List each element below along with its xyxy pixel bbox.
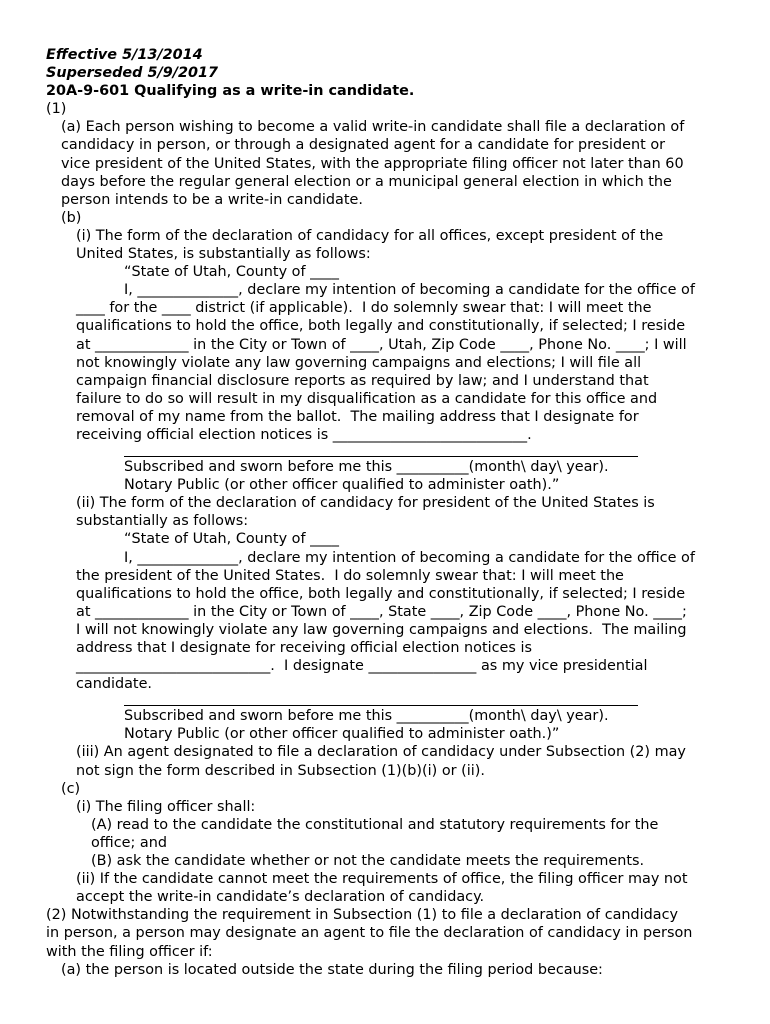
- text-line: (i) The filing officer shall:: [76, 798, 256, 815]
- form-text-line: ____ for the ____ district (if applicable). I do solemnly swear that: I will meet the: [76, 300, 652, 317]
- form-text-line: qualifications to hold the office, both legally and constitutionally, if selected; I reside: [76, 318, 686, 335]
- form-text-line: “State of Utah, County of ____: [124, 531, 339, 548]
- form-text-line: “State of Utah, County of ____: [124, 264, 339, 281]
- section-title: 20A-9-601 Qualifying as a write-in candidate.: [46, 83, 415, 100]
- text-line: (B) ask the candidate whether or not the candidate meets the requirements.: [91, 853, 645, 870]
- signature-line: [124, 444, 638, 457]
- text-line: with the filing officer if:: [46, 943, 213, 960]
- form-text-line: Notary Public (or other officer qualified to administer oath).”: [124, 477, 560, 494]
- text-line: (a) Each person wishing to become a valid write-in candidate shall file a declaration of: [61, 119, 685, 136]
- form-text-line: campaign financial disclosure reports as required by law; and I understand that: [76, 372, 649, 389]
- form-text-line: Subscribed and sworn before me this __________(month\ day\ year).: [124, 708, 609, 725]
- text-line: days before the regular general election or a municipal general election in which the: [61, 173, 672, 190]
- form-text-line: I will not knowingly violate any law governing campaigns and elections. The mailing: [76, 621, 687, 638]
- superseded-date: Superseded 5/9/2017: [46, 65, 219, 82]
- text-line: (ii) If the candidate cannot meet the requirements of office, the filing officer may not: [76, 871, 688, 888]
- subsection-1c-label: (c): [61, 780, 81, 797]
- form-text-line: Notary Public (or other officer qualified to administer oath.)”: [124, 726, 560, 743]
- text-line: (A) read to the candidate the constitutional and statutory requirements for the: [91, 816, 659, 833]
- form-text-line: failure to do so will result in my disqualification as a candidate for this office and: [76, 390, 658, 407]
- form-text-line: ___________________________. I designate _______________ as my vice presidential: [76, 658, 648, 675]
- form-text-line: receiving official election notices is ___________________________.: [76, 426, 532, 443]
- subsection-1-label: (1): [46, 101, 67, 118]
- text-line: (i) The form of the declaration of candidacy for all offices, except president of the: [76, 227, 664, 244]
- text-line: person intends to be a write-in candidate.: [61, 191, 363, 208]
- text-line: (a) the person is located outside the state during the filing period because:: [61, 961, 603, 978]
- text-line: United States, is substantially as follows:: [76, 246, 371, 263]
- text-line: accept the write-in candidate’s declaration of candidacy.: [76, 889, 485, 906]
- text-line: office; and: [91, 834, 167, 851]
- form-text-line: the president of the United States. I do solemnly swear that: I will meet the: [76, 567, 624, 584]
- form-text-line: at _____________ in the City or Town of ____, Utah, Zip Code ____, Phone No. ____; I will: [76, 336, 687, 353]
- form-text-line: address that I designate for receiving official election notices is: [76, 640, 532, 656]
- text-line: not sign the form described in Subsection (1)(b)(i) or (ii).: [76, 762, 485, 779]
- form-text-line: I, ______________, declare my intention of becoming a candidate for the office of: [124, 549, 695, 566]
- form-text-line: removal of my name from the ballot. The mailing address that I designate for: [76, 408, 639, 425]
- form-text-line: I, ______________, declare my intention of becoming a candidate for the office of: [124, 282, 695, 299]
- subsection-1b-label: (b): [61, 209, 82, 226]
- text-line: substantially as follows:: [76, 513, 249, 530]
- text-line: (2) Notwithstanding the requirement in Subsection (1) to file a declaration of candidacy: [46, 907, 679, 924]
- text-line: candidacy in person, or through a designated agent for a candidate for president or: [61, 137, 666, 154]
- text-line: in person, a person may designate an agent to file the declaration of candidacy in person: [46, 925, 693, 942]
- text-line: vice president of the United States, with the appropriate filing officer not later than 60: [61, 155, 684, 172]
- form-text-line: qualifications to hold the office, both legally and constitutionally, if selected; I reside: [76, 585, 686, 602]
- text-line: (iii) An agent designated to file a declaration of candidacy under Subsection (2) may: [76, 744, 686, 761]
- effective-date: Effective 5/13/2014: [46, 47, 203, 63]
- form-text-line: candidate.: [76, 676, 153, 693]
- signature-line: [124, 693, 638, 706]
- form-text-line: Subscribed and sworn before me this __________(month\ day\ year).: [124, 459, 609, 476]
- text-line: (ii) The form of the declaration of candidacy for president of the United States is: [76, 495, 655, 512]
- form-text-line: not knowingly violate any law governing campaigns and elections; I will file all: [76, 354, 642, 371]
- form-text-line: at _____________ in the City or Town of ____, State ____, Zip Code ____, Phone No. ____;: [76, 603, 687, 620]
